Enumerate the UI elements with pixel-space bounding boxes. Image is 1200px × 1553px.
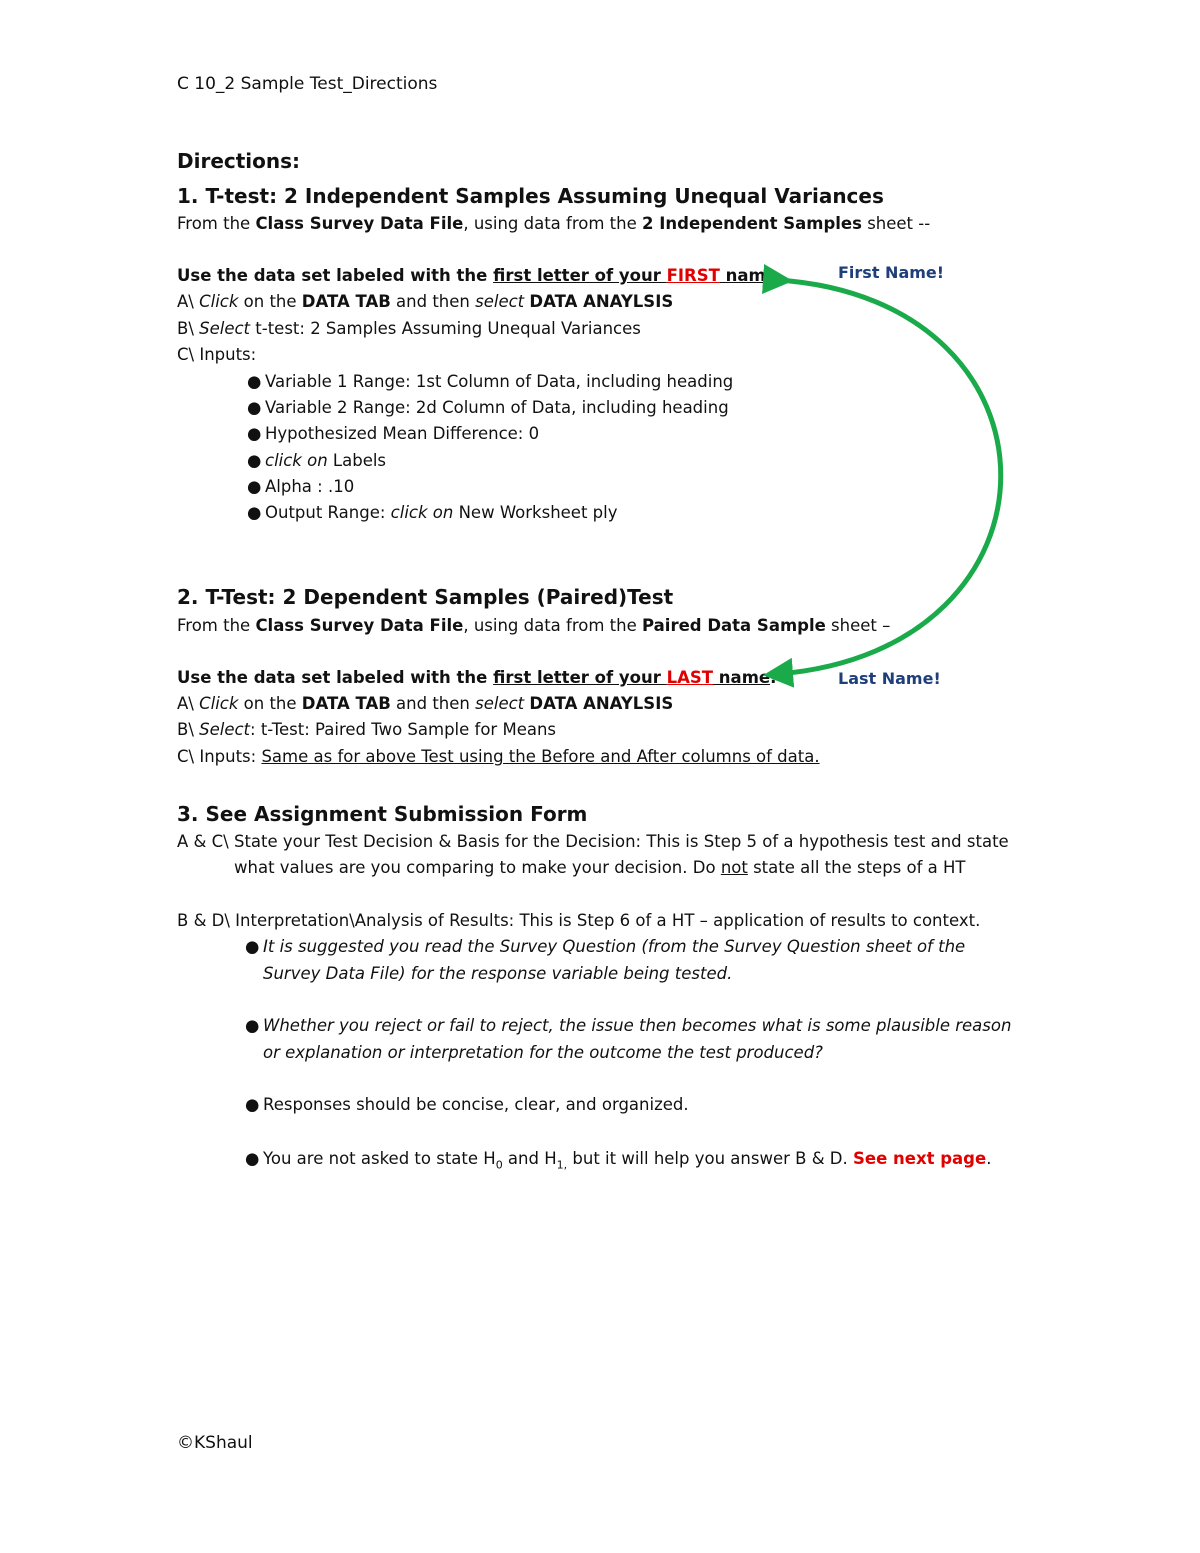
section3-title: 3. See Assignment Submission Form bbox=[177, 802, 588, 826]
section2-step-b: B\ Select: t-Test: Paired Two Sample for Means bbox=[177, 720, 557, 739]
bullet-icon: ● bbox=[245, 937, 260, 956]
section1-from-line: From the Class Survey Data File, using data from the 2 Independent Samples sheet -- bbox=[177, 214, 931, 233]
copyright-footer: ©KShaul bbox=[177, 1433, 253, 1453]
bullet-icon: ● bbox=[247, 451, 262, 470]
list-item: ● Hypothesized Mean Difference: 0 bbox=[247, 424, 540, 443]
section2-step-a: A\ Click on the DATA TAB and then select DATA ANAYLSIS bbox=[177, 694, 674, 713]
bullet-icon: ● bbox=[245, 1149, 260, 1168]
section3-bd-line: B & D\ Interpretation\Analysis of Results: This is Step 6 of a HT – application of results to context. bbox=[177, 911, 981, 930]
bullet-icon: ● bbox=[247, 503, 262, 522]
bullet-icon: ● bbox=[247, 477, 262, 496]
list-item: ● You are not asked to state $H_0$ and $H_{1,}$ but it will help you answer B & D. See next page. bbox=[245, 1149, 992, 1172]
bullet-icon: ● bbox=[245, 1095, 260, 1114]
section3-ac-line1: A & C\ State your Test Decision & Basis for the Decision: This is Step 5 of a hypothesis test and state bbox=[177, 832, 1009, 851]
bullet-icon: ● bbox=[247, 372, 262, 391]
list-item: ● Responses should be concise, clear, and organized. bbox=[245, 1095, 689, 1114]
list-item: ● It is suggested you read the Survey Question (from the Survey Question sheet of the bbox=[245, 937, 966, 956]
section2-from-line: From the Class Survey Data File, using data from the Paired Data Sample sheet – bbox=[177, 616, 891, 635]
arrow-curve bbox=[778, 280, 1001, 674]
page-header: C 10_2 Sample Test_Directions bbox=[177, 74, 438, 94]
bullet-icon: ● bbox=[247, 424, 262, 443]
section1-step-b: B\ Select t-test: 2 Samples Assuming Unequal Variances bbox=[177, 319, 641, 338]
list-item-continuation: Survey Data File) for the response variable being tested. bbox=[263, 964, 733, 983]
bullet-icon: ● bbox=[245, 1016, 260, 1035]
list-item: ● Output Range: click on New Worksheet ply bbox=[247, 503, 618, 522]
section2-step-c: C\ Inputs: Same as for above Test using the Before and After columns of data. bbox=[177, 747, 820, 766]
list-item: ● Whether you reject or fail to reject, the issue then becomes what is some plausible reason bbox=[245, 1016, 1012, 1035]
bullet-icon: ● bbox=[247, 398, 262, 417]
directions-label: Directions: bbox=[177, 149, 301, 173]
list-item-continuation: or explanation or interpretation for the outcome the test produced? bbox=[263, 1043, 823, 1062]
section1-step-c: C\ Inputs: bbox=[177, 345, 257, 364]
first-name-note: First Name! bbox=[838, 263, 945, 282]
section2-title: 2. T-Test: 2 Dependent Samples (Paired)Test bbox=[177, 585, 674, 609]
section1-use-line: Use the data set labeled with the first letter of your FIRST name. bbox=[177, 266, 784, 285]
list-item: ● Alpha : .10 bbox=[247, 477, 355, 496]
list-item: ● Variable 1 Range: 1st Column of Data, including heading bbox=[247, 372, 734, 391]
section1-step-a: A\ Click on the DATA TAB and then select DATA ANAYLSIS bbox=[177, 292, 674, 311]
list-item: ● click on Labels bbox=[247, 451, 387, 470]
section2-use-line: Use the data set labeled with the first letter of your LAST name. bbox=[177, 668, 777, 687]
list-item: ● Variable 2 Range: 2d Column of Data, including heading bbox=[247, 398, 729, 417]
section1-title: 1. T-test: 2 Independent Samples Assuming Unequal Variances bbox=[177, 184, 884, 208]
section3-ac-line2: what values are you comparing to make your decision. Do not state all the steps of a HT bbox=[234, 858, 966, 877]
last-name-note: Last Name! bbox=[838, 669, 941, 688]
